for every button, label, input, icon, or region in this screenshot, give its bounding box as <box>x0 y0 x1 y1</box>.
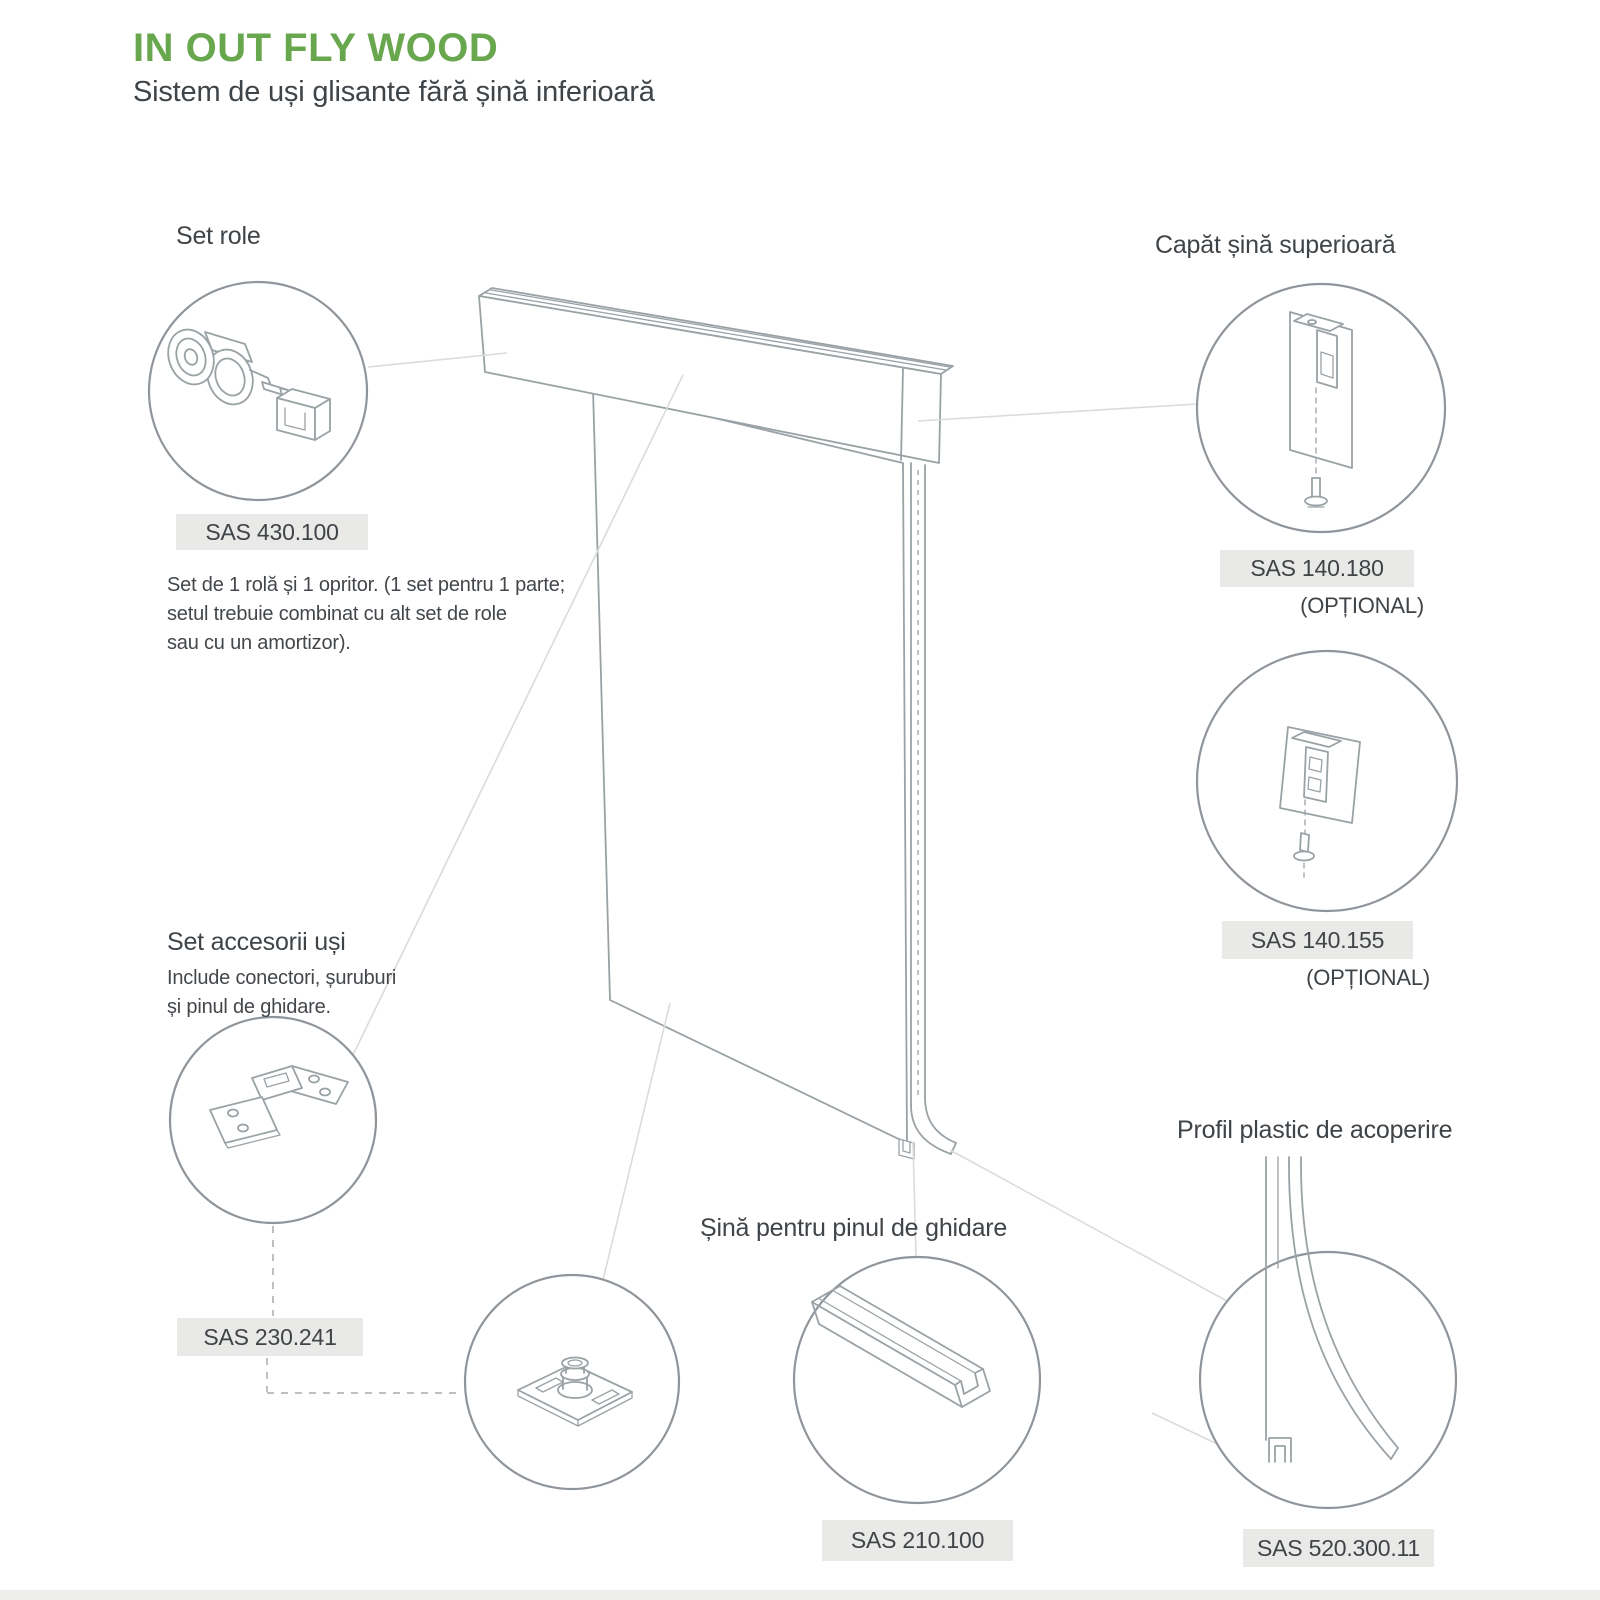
code-badge-sas-430-100: SAS 430.100 <box>176 514 368 550</box>
code-badge-sas-210-100: SAS 210.100 <box>822 1520 1013 1561</box>
dashed-connectors <box>267 1226 462 1393</box>
page-title: IN OUT FLY WOOD <box>133 26 499 70</box>
vertical-track <box>911 463 956 1154</box>
footer-strip <box>0 1590 1600 1600</box>
code-badge-sas-230-241: SAS 230.241 <box>177 1318 363 1356</box>
description-set-role <box>167 571 565 658</box>
sliding-door-illustration <box>479 288 956 1159</box>
label-set-role: Set role <box>176 222 261 250</box>
detail-circle-guide-pin-rail <box>794 1257 1040 1503</box>
code-badge-sas-140-180: SAS 140.180 <box>1220 550 1414 587</box>
description-line: sau cu un amortizor). <box>167 632 351 654</box>
label-door-accessories: Set accesorii uși <box>167 928 346 956</box>
description-line: Set de 1 rolă și 1 opritor. (1 set pentru 1 parte; <box>167 574 566 596</box>
cover-profile-curve <box>911 1105 951 1154</box>
description-door-accessories <box>167 964 396 1022</box>
bottom-guide-channel <box>899 1139 914 1159</box>
code-badge-sas-520-300-11: SAS 520.300.11 <box>1243 1529 1434 1567</box>
door-panel <box>593 389 907 1143</box>
detail-circle-cover-profile <box>1200 1157 1456 1508</box>
code-badge-sas-140-155: SAS 140.155 <box>1222 921 1413 959</box>
page-subtitle: Sistem de uși glisante fără șină inferioară <box>133 76 655 108</box>
description-line: Include conectori, șuruburi <box>167 967 397 989</box>
description-line: și pinul de ghidare. <box>167 996 331 1018</box>
detail-circle-rail-end-cap <box>1197 284 1445 532</box>
detail-circle-door-accessories <box>170 1017 376 1223</box>
label-top-rail-end: Capăt șină superioară <box>1155 231 1396 259</box>
detail-circle-set-role <box>149 282 367 500</box>
description-line: setul trebuie combinat cu alt set de role <box>167 603 507 625</box>
detail-circle-guide-pin <box>465 1275 679 1489</box>
note-optional-140-180: (OPȚIONAL) <box>1300 593 1424 618</box>
label-guide-pin-rail: Șină pentru pinul de ghidare <box>700 1214 1008 1242</box>
detail-circle-rail-end-cap-alt <box>1197 651 1457 911</box>
note-optional-140-155: (OPȚIONAL) <box>1306 965 1430 990</box>
label-cover-profile: Profil plastic de acoperire <box>1177 1116 1453 1144</box>
